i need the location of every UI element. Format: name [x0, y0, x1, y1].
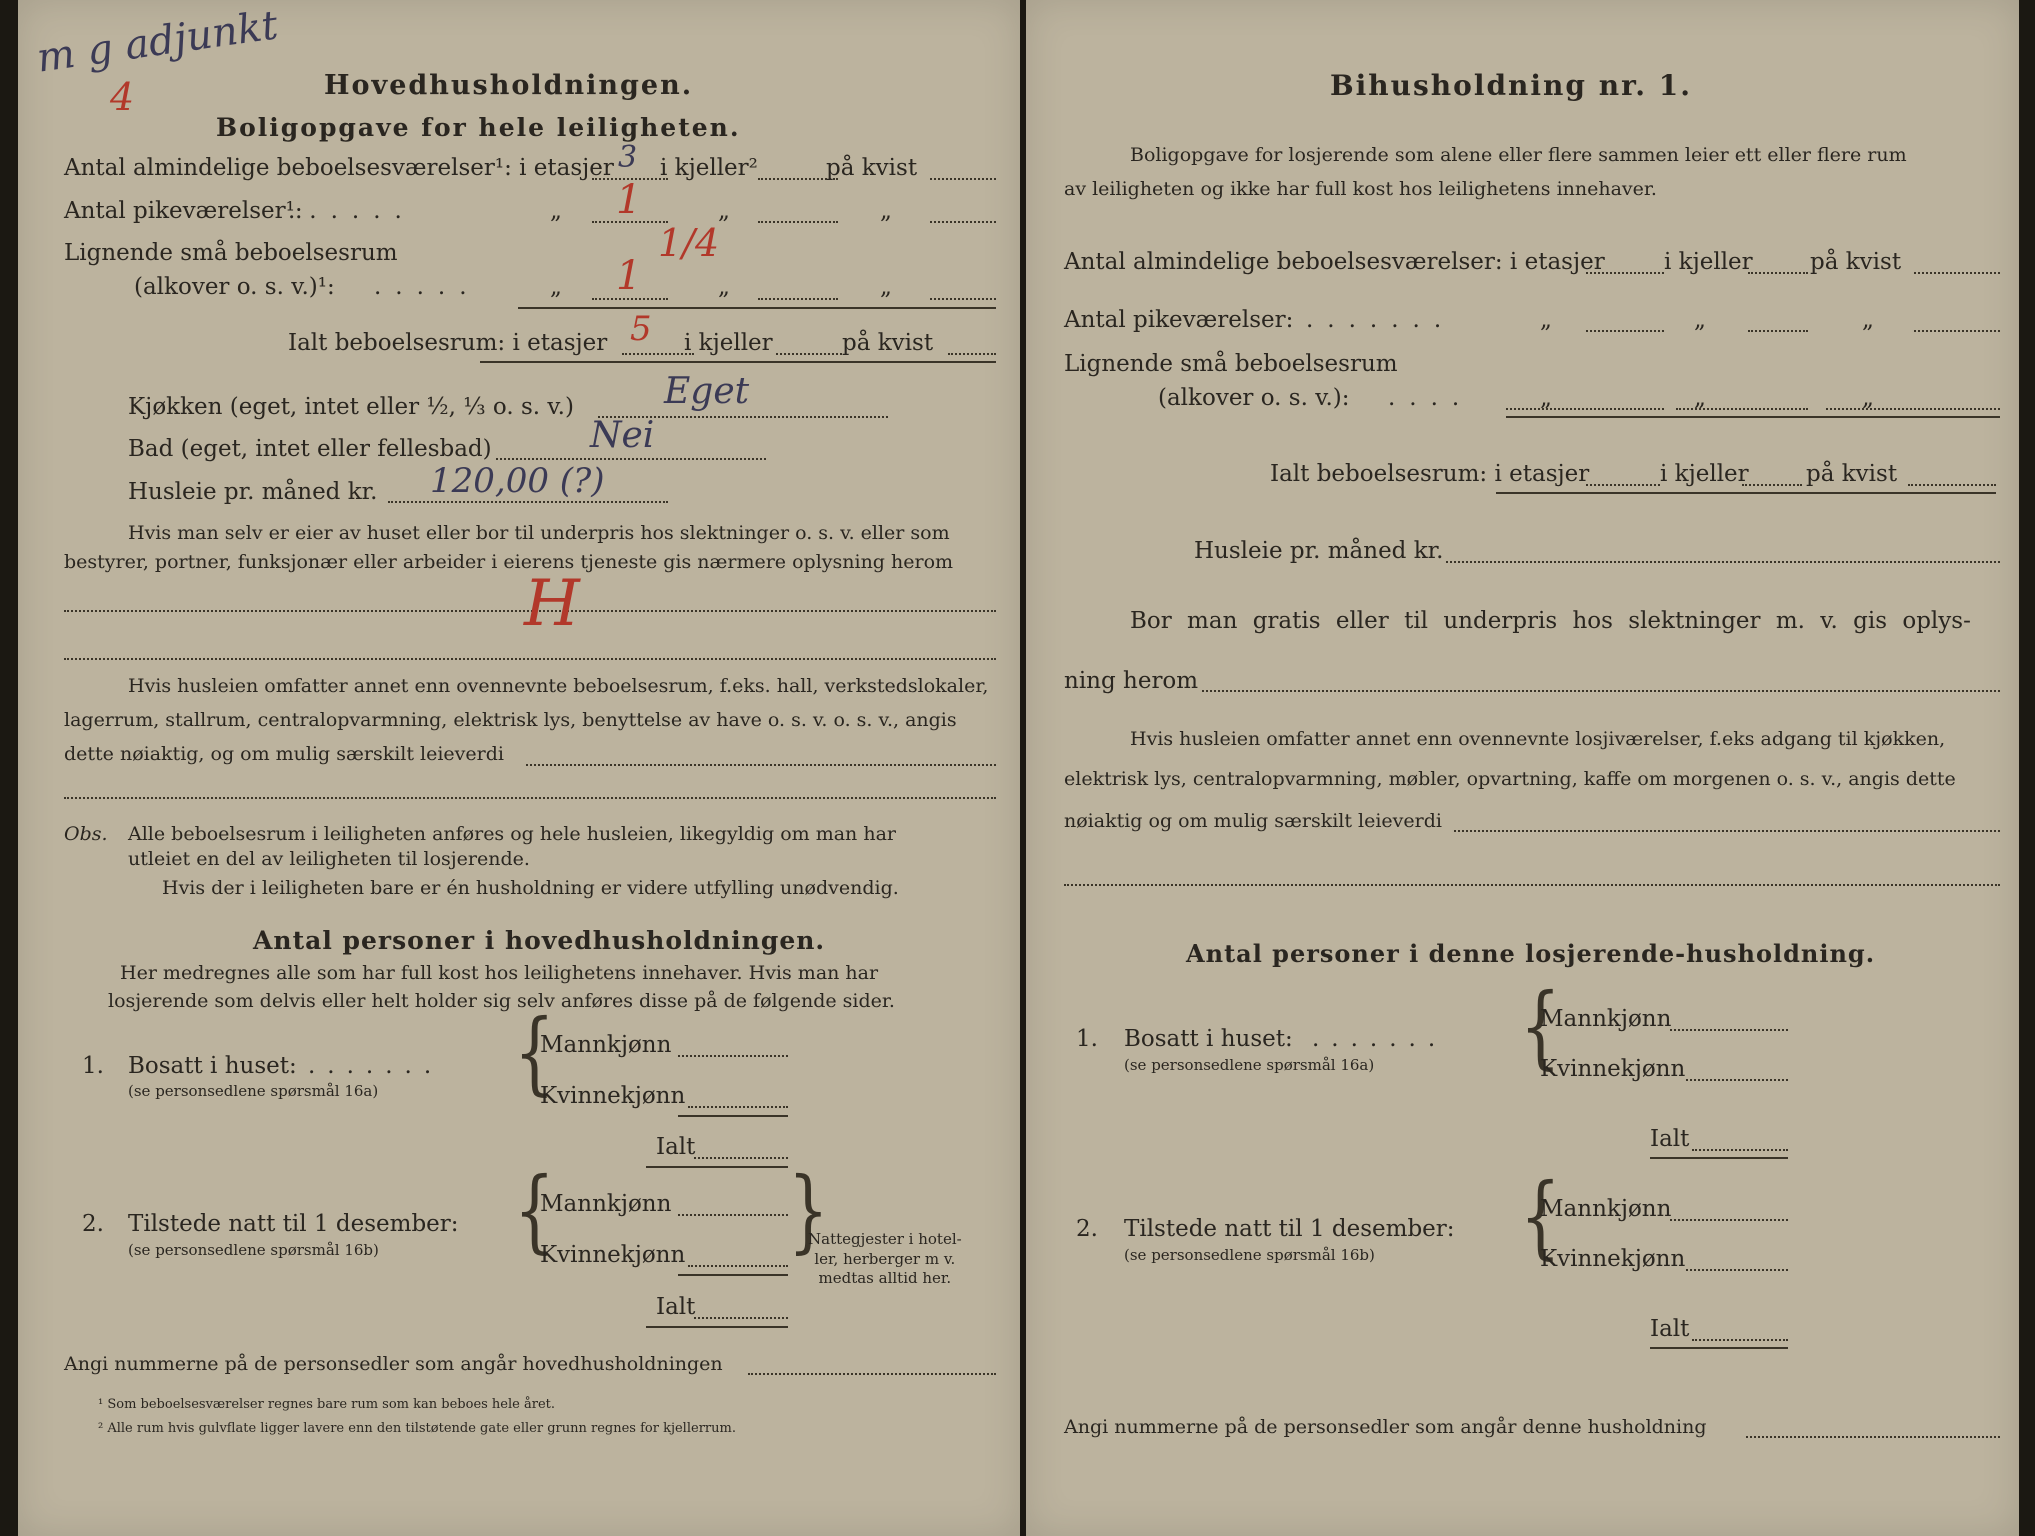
rooms-label: Antal almindelige beboelsesværelser¹: i etasjer — [64, 155, 614, 181]
total-rooms-label: Ialt beboelsesrum: i etasjer — [1270, 461, 1590, 487]
guests-note-line: ler, herberger m v. — [814, 1249, 956, 1268]
total-cellar-field[interactable] — [776, 353, 842, 355]
owner-note-line: Hvis man selv er eier av huset eller bor til underpris hos slektninger o. s. v. eller som — [128, 522, 950, 544]
maid-rooms-label: Antal pikeværelser: — [1064, 307, 1294, 333]
gratis-line: Bor man gratis eller til underpris hos slektninger m. v. gis oplys- — [1130, 608, 1971, 634]
present-label: Tilstede natt til 1 desember: — [1124, 1216, 1455, 1242]
divider — [1650, 1347, 1788, 1349]
extra-line: elektrisk lys, centralopvarmning, møbler, opvartning, kaffe om morgenen o. s. v., angis dette — [1064, 768, 1956, 790]
leader-dots: ....... — [1312, 1026, 1448, 1052]
kitchen-label: Kjøkken (eget, intet eller ½, ⅓ o. s. v.) — [128, 394, 574, 420]
total-label: Ialt — [656, 1294, 696, 1320]
ditto-mark: „ — [1694, 307, 1706, 333]
present-female-field[interactable] — [688, 1265, 788, 1267]
footnote: ¹ Som beboelsesværelser regnes bare rum som kan beboes hele året. — [98, 1397, 555, 1412]
male-label: Mannkjønn — [540, 1191, 672, 1217]
extra-note-line: Hvis husleien omfatter annet enn ovennevnte beboelsesrum, f.eks. hall, verkstedslokaler, — [128, 675, 989, 697]
brace: { — [1520, 976, 1561, 1080]
maid-cellar-field[interactable] — [758, 221, 838, 223]
extra-field-line[interactable] — [64, 797, 996, 799]
extra-note-line: lagerrum, stallrum, centralopvarmning, elektrisk lys, benyttelse av have o. s. v. o. s. v., angis — [64, 709, 957, 731]
present-sub: (se personsedlene spørsmål 16b) — [128, 1241, 379, 1259]
rent-field[interactable] — [1446, 561, 2000, 563]
maid-attic-field[interactable] — [1914, 330, 2000, 332]
rent-label: Husleie pr. måned kr. — [128, 479, 378, 505]
leader-dots: ..... — [374, 274, 481, 300]
extra-note-line: dette nøiaktig, og om mulig særskilt leieverdi — [64, 743, 504, 765]
maid-cellar-field[interactable] — [1748, 330, 1808, 332]
extra-field-line[interactable] — [526, 764, 996, 766]
total-floor-value: 5 — [630, 309, 652, 349]
ditto-mark: „ — [1540, 307, 1552, 333]
divider — [646, 1326, 788, 1328]
ditto-mark: „ — [550, 198, 562, 224]
ditto-mark: „ — [1694, 385, 1706, 411]
alcove-floor-value: 1 — [616, 253, 642, 299]
alcove-extra-value: 1/4 — [658, 221, 720, 265]
male-label: Mannkjønn — [1540, 1006, 1672, 1032]
owner-note-line: bestyrer, portner, funksjonær eller arbeider i eierens tjeneste gis nærmere oplysning herom — [64, 551, 954, 573]
rooms-attic-field[interactable] — [1914, 272, 2000, 274]
extra-line: Hvis husleien omfatter annet enn ovennevnte losjiværelser, f.eks adgang til kjøkken, — [1130, 728, 1946, 750]
brace: { — [514, 1002, 555, 1106]
rent-label: Husleie pr. måned kr. — [1194, 538, 1444, 564]
resident-sub: (se personsedlene spørsmål 16a) — [1124, 1056, 1375, 1074]
ditto-mark: „ — [880, 198, 892, 224]
brace: { — [514, 1160, 555, 1264]
present-total-field[interactable] — [694, 1317, 788, 1319]
present-total-field[interactable] — [1692, 1339, 1788, 1341]
footnote: ² Alle rum hvis gulvflate ligger lavere enn den tilstøtende gate eller grunn regnes for kjellerrum. — [98, 1421, 736, 1436]
right-page — [1026, 0, 2019, 1536]
question-number: 1. — [1076, 1026, 1098, 1052]
total-cellar-field[interactable] — [1742, 484, 1802, 486]
brace: { — [1520, 1166, 1561, 1270]
guests-note-line: medtas alltid her. — [818, 1269, 952, 1287]
persons-note-line: losjerende som delvis eller helt holder sig selv anføres disse på de følgende sider. — [108, 990, 895, 1012]
total-attic-label: på kvist — [1806, 461, 1898, 487]
rooms-cellar-label: i kjeller² — [660, 155, 758, 181]
obs-line: Hvis der i leiligheten bare er én husholdning er videre utfylling unødvendig. — [162, 877, 899, 899]
present-male-field[interactable] — [678, 1214, 788, 1216]
resident-female-field[interactable] — [688, 1106, 788, 1108]
resident-male-field[interactable] — [678, 1055, 788, 1057]
numbers-label: Angi nummerne på de personsedler som angår hovedhusholdningen — [64, 1353, 723, 1375]
divider — [1496, 492, 1996, 494]
intro-line: Boligopgave for losjerende som alene eller flere sammen leier ett eller flere rum — [1130, 144, 1907, 166]
total-label: Ialt — [1650, 1316, 1690, 1342]
handwritten-occupation: m g adjunkt — [33, 2, 281, 82]
divider — [480, 361, 996, 363]
question-number: 2. — [1076, 1216, 1098, 1242]
bath-field[interactable] — [496, 458, 766, 460]
female-label: Kvinnekjønn — [540, 1242, 686, 1268]
total-attic-label: på kvist — [842, 330, 934, 356]
alcove-label-1: Lignende små beboelsesrum — [1064, 351, 1398, 377]
total-cellar-label: i kjeller — [684, 330, 773, 356]
total-label: Ialt — [656, 1134, 696, 1160]
extra-field-line[interactable] — [1454, 830, 2000, 832]
resident-total-field[interactable] — [1692, 1149, 1788, 1151]
extra-field-line[interactable] — [1064, 884, 2000, 886]
ditto-mark: „ — [1862, 307, 1874, 333]
alcove-cellar-field[interactable] — [1676, 408, 1808, 410]
guests-note — [808, 1230, 962, 1289]
extra-line: nøiaktig og om mulig særskilt leieverdi — [1064, 810, 1442, 832]
question-number: 2. — [82, 1211, 104, 1237]
divider — [1650, 1157, 1788, 1159]
bath-value: Nei — [590, 415, 655, 456]
male-label: Mannkjønn — [540, 1032, 672, 1058]
intro-line: av leiligheten og ikke har full kost hos leilighetens innehaver. — [1064, 178, 1657, 200]
guests-note-line: Nattegjester i hotel- — [808, 1230, 962, 1248]
maid-attic-field[interactable] — [930, 221, 996, 223]
gratis-field[interactable] — [1202, 690, 2000, 692]
resident-label: Bosatt i huset: — [128, 1053, 297, 1079]
present-female-field[interactable] — [1686, 1269, 1788, 1271]
page-title: Hovedhusholdningen. — [324, 70, 694, 101]
rooms-cellar-field[interactable] — [1748, 272, 1808, 274]
owner-value: H — [524, 567, 580, 641]
rent-value: 120,00 (?) — [430, 461, 605, 501]
divider — [678, 1115, 788, 1117]
leader-dots: ....... — [308, 1053, 444, 1079]
leader-dots: ...... — [288, 198, 416, 224]
persons-title: Antal personer i denne losjerende-husholdning. — [1186, 939, 1876, 968]
rooms-cellar-label: i kjeller — [1664, 249, 1753, 275]
female-label: Kvinnekjønn — [540, 1083, 686, 1109]
resident-male-field[interactable] — [1670, 1029, 1788, 1031]
ditto-mark: „ — [1862, 385, 1874, 411]
total-rooms-label: Ialt beboelsesrum: i etasjer — [288, 330, 608, 356]
rent-field[interactable] — [388, 501, 668, 503]
kitchen-value: Eget — [664, 371, 750, 412]
alcove-label-1: Lignende små beboelsesrum — [64, 240, 398, 266]
rooms-attic-field[interactable] — [930, 178, 996, 180]
obs-label: Obs. — [64, 823, 108, 845]
page-title: Bihusholdning nr. 1. — [1330, 69, 1692, 102]
alcove-cellar-field[interactable] — [758, 298, 838, 300]
numbers-label: Angi nummerne på de personsedler som angår denne husholdning — [1064, 1416, 1707, 1438]
divider — [678, 1274, 788, 1276]
ditto-mark: „ — [718, 274, 730, 300]
present-label: Tilstede natt til 1 desember: — [128, 1211, 459, 1237]
left-page — [18, 0, 1020, 1536]
divider — [646, 1166, 788, 1168]
alcove-attic-field[interactable] — [930, 298, 996, 300]
persons-note-line: Her medregnes alle som har full kost hos leilighetens innehaver. Hvis man har — [120, 962, 879, 984]
numbers-field[interactable] — [748, 1373, 996, 1375]
bath-label: Bad (eget, intet eller fellesbad) — [128, 436, 492, 462]
handwritten-number: 4 — [110, 75, 135, 119]
total-floor-field[interactable] — [1586, 484, 1660, 486]
resident-female-field[interactable] — [1686, 1079, 1788, 1081]
total-attic-field[interactable] — [1908, 484, 1996, 486]
ditto-mark: „ — [550, 274, 562, 300]
present-sub: (se personsedlene spørsmål 16b) — [1124, 1246, 1375, 1264]
present-male-field[interactable] — [1670, 1219, 1788, 1221]
owner-field-line[interactable] — [64, 658, 996, 660]
numbers-field[interactable] — [1746, 1436, 2000, 1438]
female-label: Kvinnekjønn — [1540, 1246, 1686, 1272]
maid-floor-value: 1 — [616, 177, 642, 223]
alcove-label-2: (alkover o. s. v.)¹: — [134, 274, 335, 300]
brace: } — [788, 1160, 829, 1264]
leader-dots: .... — [1388, 385, 1474, 411]
question-number: 1. — [82, 1053, 104, 1079]
page-subtitle: Boligopgave for hele leiligheten. — [216, 113, 741, 142]
alcove-floor-field[interactable] — [1506, 408, 1664, 410]
ditto-mark: „ — [718, 198, 730, 224]
leader-dots: ....... — [1306, 307, 1456, 333]
ditto-mark: „ — [1540, 385, 1552, 411]
rooms-floor-value: 3 — [618, 140, 638, 175]
resident-label: Bosatt i huset: — [1124, 1026, 1293, 1052]
obs-line: utleiet en del av leiligheten til losjerende. — [128, 848, 530, 870]
male-label: Mannkjønn — [1540, 1196, 1672, 1222]
female-label: Kvinnekjønn — [1540, 1056, 1686, 1082]
resident-sub: (se personsedlene spørsmål 16a) — [128, 1082, 379, 1100]
divider — [1506, 416, 2000, 418]
total-cellar-label: i kjeller — [1660, 461, 1749, 487]
alcove-label-2: (alkover o. s. v.): — [1158, 385, 1350, 411]
maid-floor-field[interactable] — [1586, 330, 1664, 332]
rooms-floor-field[interactable] — [1586, 272, 1664, 274]
persons-title: Antal personer i hovedhusholdningen. — [253, 926, 826, 955]
rooms-attic-label: på kvist — [826, 155, 918, 181]
total-attic-field[interactable] — [948, 353, 996, 355]
gratis-line: ning herom — [1064, 668, 1199, 694]
obs-line: Alle beboelsesrum i leiligheten anføres og hele husleien, likegyldig om man har — [128, 823, 896, 845]
divider — [518, 307, 996, 309]
alcove-attic-field[interactable] — [1826, 408, 2000, 410]
maid-rooms-label: Antal pikeværelser¹: — [64, 198, 303, 224]
resident-total-field[interactable] — [694, 1157, 788, 1159]
rooms-label: Antal almindelige beboelsesværelser: i etasjer — [1064, 249, 1605, 275]
rooms-attic-label: på kvist — [1810, 249, 1902, 275]
total-label: Ialt — [1650, 1126, 1690, 1152]
ditto-mark: „ — [880, 274, 892, 300]
